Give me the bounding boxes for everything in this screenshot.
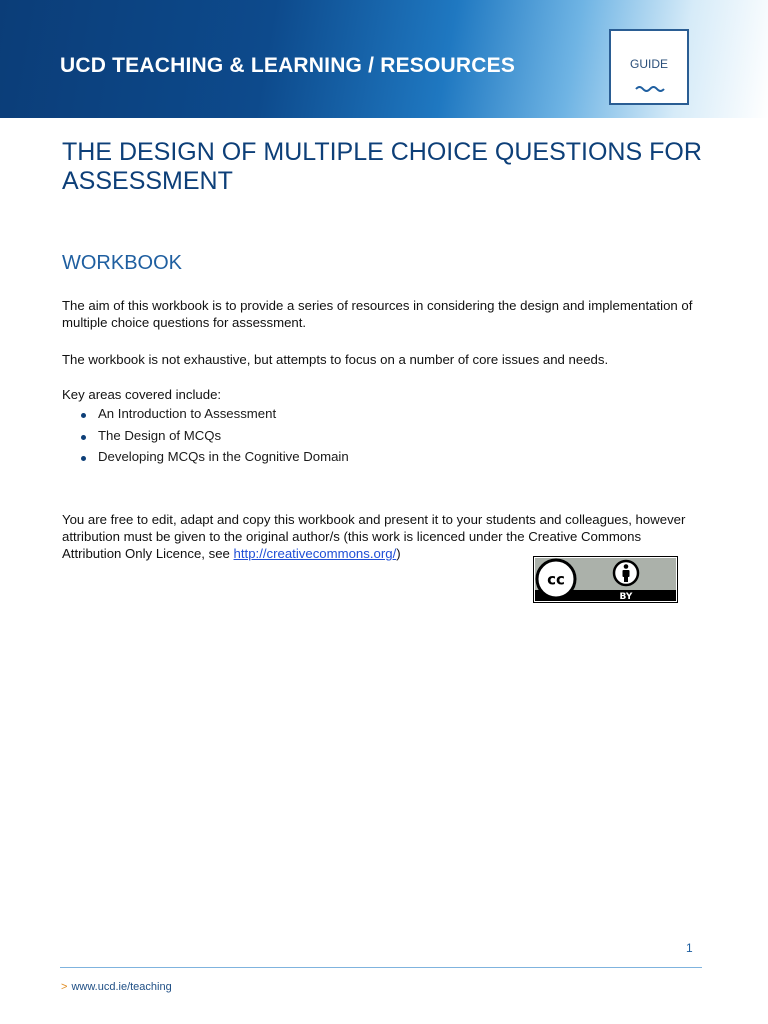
scope-paragraph: The workbook is not exhaustive, but attempts to focus on a number of core issues and needs. xyxy=(62,352,609,367)
creative-commons-link[interactable]: http://creativecommons.org/ xyxy=(233,546,397,561)
section-heading: WORKBOOK xyxy=(62,252,183,274)
list-item xyxy=(62,449,662,471)
intro-paragraph: The aim of this workbook is to provide a series of resources in considering the design and implementation of multiple choice questions for assessment. xyxy=(62,298,693,330)
bullet-dot-icon xyxy=(81,413,86,418)
list-item-text: The Design of MCQs xyxy=(98,427,222,443)
cc-by-label: BY xyxy=(619,592,633,602)
cc-icon xyxy=(537,560,575,598)
footer-divider xyxy=(60,967,702,968)
list-item xyxy=(62,428,662,450)
chevron-right-icon: > xyxy=(61,981,68,993)
footer-url: www.ucd.ie/teaching xyxy=(71,981,172,993)
list-item-text: Developing MCQs in the Cognitive Domain xyxy=(98,449,349,464)
attribution-person-icon xyxy=(614,561,638,585)
key-areas-intro: Key areas covered include: xyxy=(62,387,222,402)
wave-icon xyxy=(635,85,667,93)
list-item xyxy=(62,406,662,428)
page-number: 1 xyxy=(686,941,693,955)
bullet-dot-icon xyxy=(81,435,86,440)
guide-badge-label: GUIDE xyxy=(629,57,668,71)
bullet-dot-icon xyxy=(81,456,86,461)
cc-by-licence-badge xyxy=(533,556,678,603)
document-title: THE DESIGN OF MULTIPLE CHOICE QUESTIONS FOR ASSESSMENT xyxy=(62,138,702,195)
licence-text: You are free to edit, adapt and copy this workbook and present it to your students and colleagues, however attribution must be given to the original author/s (this work is licenced under the Creative Commons Attribution Only Licence, see xyxy=(62,512,686,561)
header-title: UCD TEACHING & LEARNING / RESOURCES xyxy=(60,54,516,77)
licence-paragraph xyxy=(62,511,702,562)
list-item-text: An Introduction to Assessment xyxy=(98,406,277,421)
footer-website-link[interactable] xyxy=(61,981,172,993)
licence-text-end: ) xyxy=(396,546,401,561)
cc-mark-text: cc xyxy=(547,570,565,589)
key-areas-list xyxy=(62,406,662,471)
guide-badge xyxy=(609,29,689,105)
